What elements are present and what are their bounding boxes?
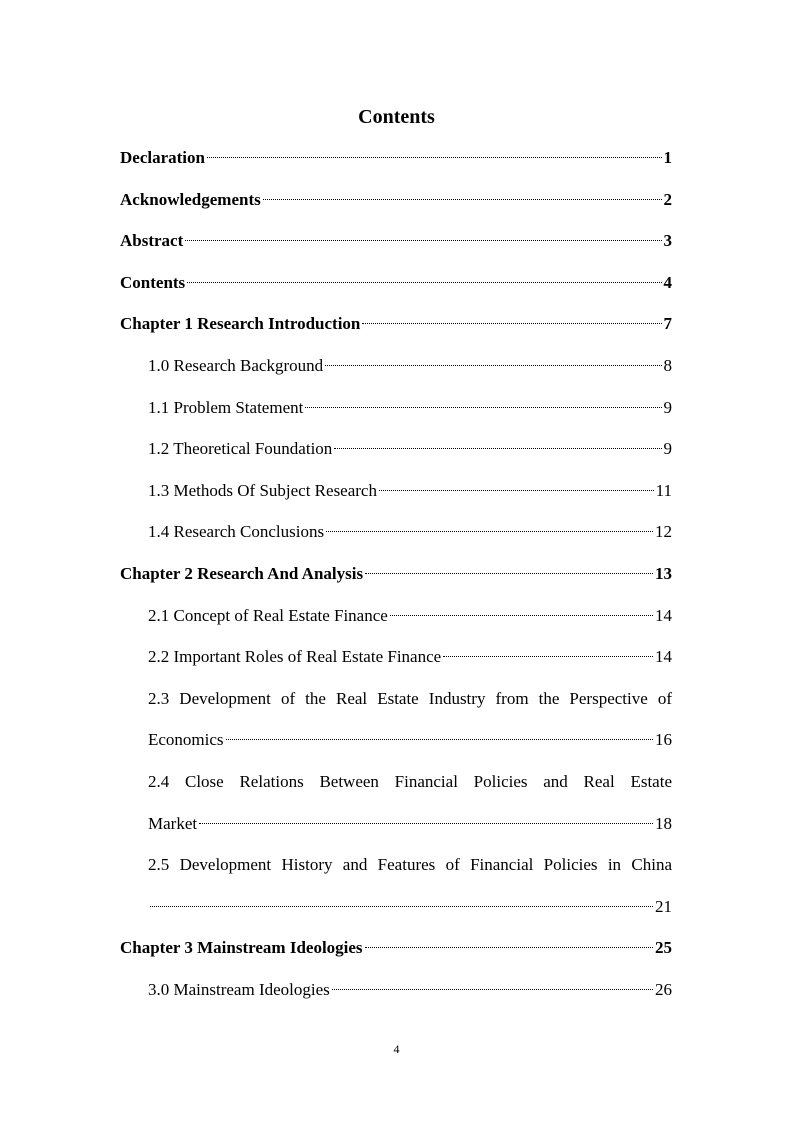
toc-entry-1-0[interactable] — [120, 345, 672, 387]
dot-leader — [226, 739, 653, 740]
dot-leader — [185, 240, 661, 241]
toc-entry-chapter-2[interactable] — [120, 553, 672, 595]
toc-entry-label: 1.2 Theoretical Foundation — [148, 439, 333, 459]
dot-leader — [365, 573, 653, 574]
toc-entry-3-0[interactable] — [120, 969, 672, 1011]
toc-entry-label: 3.0 Mainstream Ideologies — [148, 979, 330, 999]
toc-entry-page: 13 — [655, 563, 672, 583]
toc-entry-label: Declaration — [120, 148, 205, 167]
toc-entry-1-2[interactable] — [120, 428, 672, 470]
toc-entry-1-3[interactable] — [120, 470, 672, 512]
toc-entry-2-3-line2[interactable] — [120, 719, 672, 761]
toc-entry-label: Chapter 3 Mainstream Ideologies — [120, 938, 363, 958]
toc-entry-2-5-line2[interactable] — [120, 886, 672, 928]
toc-entry-page: 16 — [655, 730, 672, 750]
toc-entry-page: 3 — [663, 231, 672, 251]
toc-entry-label: Chapter 2 Research And Analysis — [120, 563, 364, 583]
dot-leader — [334, 448, 661, 449]
toc-entry-page: 9 — [663, 397, 672, 417]
page-number: 4 — [393, 1042, 400, 1056]
toc-entry-2-3-line1[interactable] — [120, 678, 672, 720]
dot-leader — [332, 989, 653, 990]
toc-entry-page: 14 — [655, 647, 672, 667]
toc-entry-1-4[interactable] — [120, 511, 672, 553]
dot-leader — [207, 157, 662, 158]
toc-entry-label: 2.4 Close Relations Between Financial Policies and Real Estate — [148, 771, 672, 791]
toc-entry-2-4-line1[interactable] — [120, 761, 672, 803]
toc-entry-label: 2.3 Development of the Real Estate Industry from the Perspective of — [148, 688, 672, 708]
toc-entry-label: 1.0 Research Background — [148, 355, 324, 375]
toc-entry-label: Contents — [120, 272, 186, 292]
toc-entry-page: 14 — [655, 605, 672, 625]
toc-entry-page: 9 — [663, 439, 672, 459]
dot-leader — [365, 947, 653, 948]
toc-entry-label: 2.2 Important Roles of Real Estate Finance — [148, 647, 442, 667]
dot-leader — [325, 365, 661, 366]
toc-entry-acknowledgements[interactable] — [120, 179, 672, 221]
toc-entry-label: 1.4 Research Conclusions — [148, 522, 325, 542]
table-of-contents — [120, 137, 672, 1010]
toc-entry-2-1[interactable] — [120, 595, 672, 637]
toc-entry-abstract[interactable] — [120, 220, 672, 262]
toc-entry-page: 2 — [663, 189, 672, 209]
toc-entry-label: 2.1 Concept of Real Estate Finance — [148, 605, 388, 625]
toc-entry-2-2[interactable] — [120, 636, 672, 678]
dot-leader — [443, 656, 653, 657]
toc-entry-page: 26 — [655, 979, 672, 999]
dot-leader — [326, 531, 653, 532]
toc-entry-page: 25 — [655, 938, 672, 958]
toc-entry-page: 21 — [655, 896, 672, 916]
toc-entry-label: Abstract — [120, 231, 184, 251]
toc-entry-page: 7 — [663, 314, 672, 334]
toc-entry-page: 12 — [655, 522, 672, 542]
toc-entry-declaration[interactable] — [120, 137, 672, 179]
toc-entry-page: 4 — [663, 272, 672, 292]
toc-entry-label: 2.5 Development History and Features of Financial Policies in China — [148, 855, 672, 875]
toc-entry-label: Chapter 1 Research Introduction — [120, 314, 361, 334]
toc-entry-chapter-1[interactable] — [120, 303, 672, 345]
dot-leader — [199, 823, 653, 824]
dot-leader — [187, 282, 661, 283]
toc-entry-label: Acknowledgements — [120, 189, 261, 209]
dot-leader — [263, 199, 662, 200]
toc-entry-label-continued: Economics — [148, 730, 224, 750]
dot-leader — [390, 615, 653, 616]
toc-entry-page: 1 — [663, 148, 672, 167]
toc-entry-2-5-line1[interactable] — [120, 844, 672, 886]
toc-entry-label: 1.1 Problem Statement — [148, 397, 304, 417]
toc-entry-chapter-3[interactable] — [120, 927, 672, 969]
dot-leader — [362, 323, 661, 324]
toc-entry-contents[interactable] — [120, 262, 672, 304]
dot-leader — [379, 490, 654, 491]
toc-entry-label-continued: Market — [148, 813, 198, 833]
dot-leader — [150, 906, 653, 907]
toc-entry-label: 1.3 Methods Of Subject Research — [148, 480, 377, 500]
dot-leader — [305, 407, 661, 408]
toc-entry-1-1[interactable] — [120, 387, 672, 429]
toc-entry-page: 18 — [655, 813, 672, 833]
toc-entry-page: 8 — [663, 355, 672, 375]
toc-entry-page: 11 — [655, 480, 672, 500]
toc-entry-2-4-line2[interactable] — [120, 803, 672, 845]
page-title: Contents — [358, 106, 435, 128]
